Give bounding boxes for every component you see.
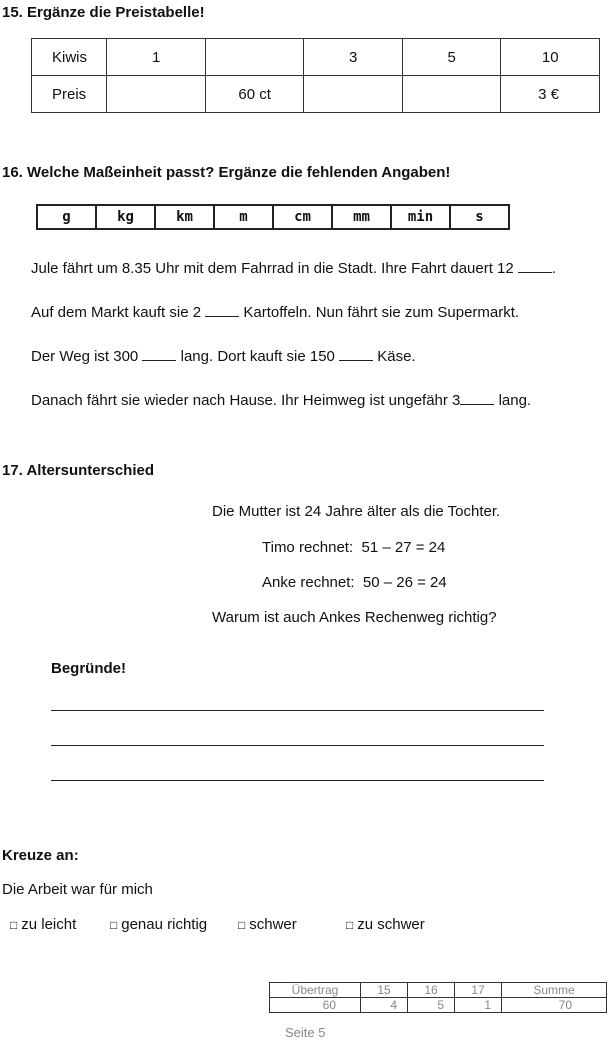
sentence-text: lang. Dort kauft sie 150 [180, 348, 335, 365]
timo-calculation: Timo rechnet: 51 – 27 = 24 [262, 539, 446, 556]
unit-cell: km [155, 205, 214, 229]
table-row [32, 76, 600, 113]
sentence-3 [31, 348, 416, 365]
answer-blank[interactable] [205, 305, 239, 317]
sentence-4 [31, 392, 531, 409]
score-header: Übertrag [270, 983, 361, 998]
option-zu-leicht[interactable] [10, 916, 76, 933]
table-cell: 60 ct [205, 76, 304, 113]
option-label: zu leicht [21, 916, 77, 933]
table-cell: Preis [32, 76, 107, 113]
checkbox-icon[interactable]: □ [238, 918, 246, 932]
score-value: 1 [455, 998, 502, 1013]
begruende-label: Begründe! [51, 660, 126, 677]
answer-blank[interactable] [142, 349, 176, 361]
unit-cell: m [214, 205, 273, 229]
checkbox-icon[interactable]: □ [346, 918, 354, 932]
score-value: 60 [270, 998, 361, 1013]
table-cell [107, 76, 206, 113]
answer-blank[interactable] [339, 349, 373, 361]
table-cell: 5 [402, 39, 501, 76]
task16-title: 16. Welche Maßeinheit passt? Ergänze die fehlenden Angaben! [2, 164, 451, 181]
task17-question: Warum ist auch Ankes Rechenweg richtig? [212, 609, 497, 626]
table-cell [304, 76, 403, 113]
answer-line[interactable] [51, 710, 544, 711]
table-row [32, 39, 600, 76]
unit-cell: s [450, 205, 509, 229]
table-cell: 3 € [501, 76, 600, 113]
unit-cell: mm [332, 205, 391, 229]
page-number: Seite 5 [285, 1025, 326, 1040]
sentence-text: Der Weg ist 300 [31, 348, 139, 365]
option-label: zu schwer [357, 916, 425, 933]
score-header: Summe [502, 983, 607, 998]
option-genau-richtig[interactable] [110, 916, 207, 933]
table-cell: 1 [107, 39, 206, 76]
unit-cell: kg [96, 205, 155, 229]
task17-title: 17. Altersunterschied [2, 462, 154, 479]
answer-line[interactable] [51, 745, 544, 746]
table-row [270, 983, 607, 998]
sentence-2 [31, 304, 519, 321]
table-row [270, 998, 607, 1013]
task17-statement: Die Mutter ist 24 Jahre älter als die Tochter. [212, 503, 501, 520]
sentence-text: Jule fährt um 8.35 Uhr mit dem Fahrrad in die Stadt. Ihre Fahrt dauert 12 [31, 260, 514, 277]
score-value: 5 [408, 998, 455, 1013]
checkbox-icon[interactable]: □ [10, 918, 18, 932]
score-value: 70 [502, 998, 607, 1013]
sentence-1 [31, 260, 556, 277]
unit-cell: min [391, 205, 450, 229]
unit-cell: cm [273, 205, 332, 229]
table-cell: 10 [501, 39, 600, 76]
sentence-text: Danach fährt sie wieder nach Hause. Ihr Heimweg ist ungefähr 3 [31, 392, 461, 409]
feedback-intro: Die Arbeit war für mich [2, 881, 153, 898]
unit-cell: g [37, 205, 96, 229]
option-label: genau richtig [121, 916, 208, 933]
table-cell [205, 39, 304, 76]
score-table [269, 982, 607, 1013]
unit-table [36, 204, 510, 230]
sentence-text: Käse. [377, 348, 416, 365]
option-label: schwer [249, 916, 297, 933]
sentence-text: . [551, 260, 557, 277]
answer-line[interactable] [51, 780, 544, 781]
score-value: 4 [361, 998, 408, 1013]
answer-blank[interactable] [518, 261, 552, 273]
sentence-text: lang. [498, 392, 532, 409]
score-header: 16 [408, 983, 455, 998]
task15-title: 15. Ergänze die Preistabelle! [2, 4, 205, 21]
table-cell: Kiwis [32, 39, 107, 76]
table-cell [402, 76, 501, 113]
price-table [31, 38, 600, 113]
table-cell: 3 [304, 39, 403, 76]
checkbox-icon[interactable]: □ [110, 918, 118, 932]
feedback-title: Kreuze an: [2, 847, 79, 864]
score-header: 17 [455, 983, 502, 998]
anke-calculation: Anke rechnet: 50 – 26 = 24 [262, 574, 447, 591]
score-header: 15 [361, 983, 408, 998]
answer-blank[interactable] [460, 393, 494, 405]
table-row [37, 205, 509, 229]
option-schwer[interactable] [238, 916, 297, 933]
option-zu-schwer[interactable] [346, 916, 425, 933]
sentence-text: Kartoffeln. Nun fährt sie zum Supermarkt. [243, 304, 520, 321]
sentence-text: Auf dem Markt kauft sie 2 [31, 304, 202, 321]
